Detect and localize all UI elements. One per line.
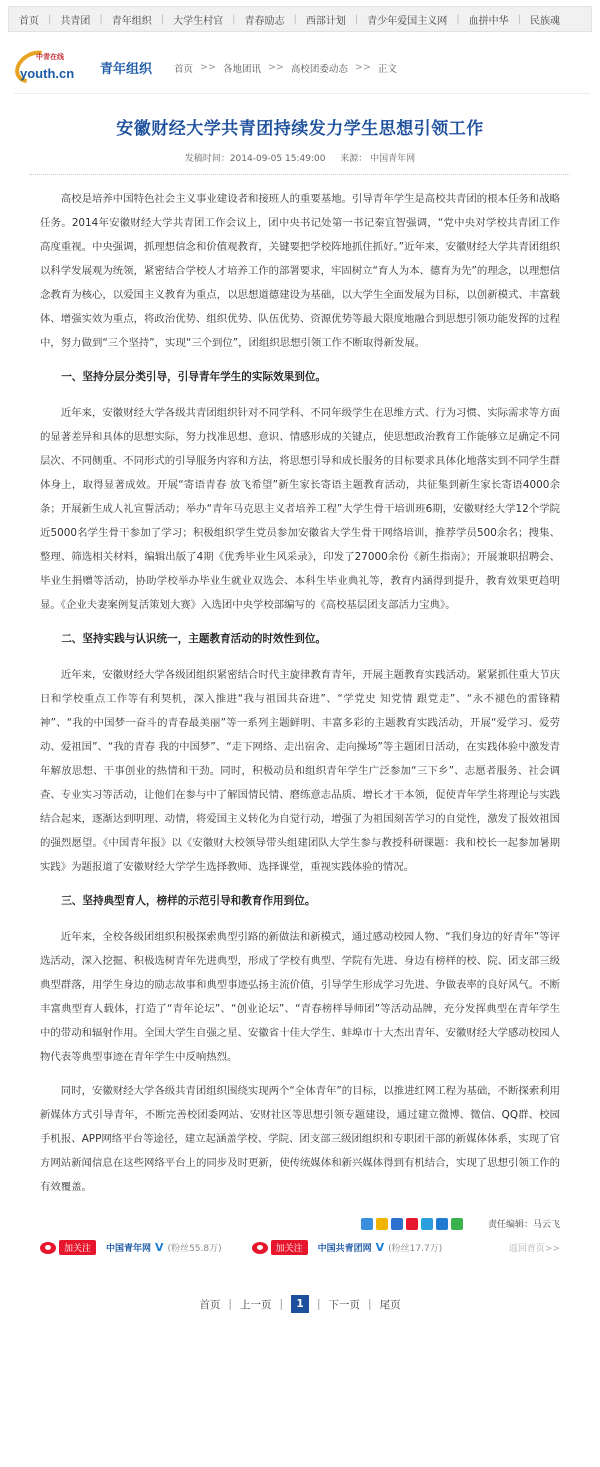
section-heading-2: 二、坚持实践与认识统一，主题教育活动的时效性到位。	[61, 633, 327, 645]
follow-button-1[interactable]: 加关注	[59, 1240, 96, 1255]
nav-item[interactable]: 大学生村官	[173, 15, 224, 27]
nav-separator: |	[99, 13, 103, 25]
section-name[interactable]: 青年组织	[100, 62, 153, 77]
page-current[interactable]: 1	[291, 1295, 309, 1313]
responsible-editor: 责任编辑：马云飞	[487, 1220, 560, 1230]
nav-separator: |	[517, 13, 521, 25]
nav-item[interactable]: 民族魂	[530, 15, 560, 27]
share-icons	[361, 1218, 463, 1230]
paragraph-closing: 同时，安徽财经大学各级共青团组织围绕实现两个“全体青年”的目标，以推进红网工程为基础，不断探索利用新媒体方式引导青年，不断完善校团委网站、安财社区等思想引领专题建设，通过建立微博、微信、QQ群、校园手机报、APP网络平台等途径，建立起涵盖学校、学院、团支部三级团组织和专职团干部的新媒体体系，实现了官方网站新闻信息在这些网络平台上的同步及时更新，使传统媒体和新兴媒体得到有机结合，实现了思想引领工作的有效覆盖。	[40, 1085, 560, 1193]
article-title: 安徽财经大学共青团持续发力学生思想引领工作	[116, 119, 484, 139]
pager-separator: |	[279, 1298, 283, 1310]
share-tencent-icon[interactable]	[421, 1218, 433, 1230]
pager-separator: |	[368, 1298, 372, 1310]
weibo-account-1[interactable]: 中国青年网	[106, 1244, 152, 1254]
breadcrumb-arrow-icon: >>	[200, 62, 216, 73]
share-weibo-icon[interactable]	[406, 1218, 418, 1230]
site-logo[interactable]	[14, 48, 96, 88]
pager-separator: |	[228, 1298, 232, 1310]
breadcrumb-item-campus[interactable]: 高校团委动态	[290, 63, 348, 75]
nav-item[interactable]: 青年组织	[111, 15, 152, 27]
share-bar	[40, 1217, 560, 1230]
nav-separator: |	[293, 13, 297, 25]
verified-icon: V	[375, 1241, 385, 1254]
breadcrumb-item-current: 正文	[377, 63, 397, 75]
article-meta	[0, 151, 600, 164]
verified-icon: V	[155, 1241, 164, 1254]
nav-item[interactable]: 血拼中华	[468, 15, 509, 27]
logo-word: youth.cn	[20, 65, 75, 81]
share-qzone-icon[interactable]	[361, 1218, 373, 1230]
nav-separator: |	[160, 13, 165, 25]
breadcrumb-item-news[interactable]: 各地团讯	[222, 63, 261, 75]
share-star-icon[interactable]	[376, 1218, 388, 1230]
nav-item[interactable]: 青少年爱国主义网	[367, 15, 448, 27]
page-first-link[interactable]: 首页	[199, 1298, 221, 1311]
follow-button-2[interactable]: 加关注	[271, 1240, 308, 1255]
paragraph-section-3: 近年来，全校各级团组织积极探索典型引路的新做法和新模式，通过感动校园人物、“我们身边的好青年”等评选活动，深入挖掘、积极选树青年先进典型，形成了学校有典型、学院有先进、身边有榜样的校、院、团支部三级典型群落，用学生身边的励志故事和典型事迹弘扬主流价值，引导学生形成学习先进、争做表率的良好风气。不断丰富典型育人载体，打造了“青年论坛”、“创业论坛”、“青春榜样导师团”等活动品牌，充分发挥典型在青年学生中的带动和辐射作用。全国大学生自强之星、安徽省十佳大学生、蚌埠市十大杰出青年、安徽财经大学感动校园人物代表等典型事迹在青年学生中反响热烈。	[40, 931, 560, 1063]
breadcrumb-arrow-icon: >>	[267, 62, 284, 73]
page-prev-link[interactable]: 上一页	[239, 1298, 272, 1311]
nav-separator: |	[456, 13, 460, 25]
publish-time: 发稿时间：2014-09-05 15:49:00	[184, 154, 326, 164]
pagination	[0, 1295, 600, 1313]
page-next-link[interactable]: 下一页	[328, 1298, 361, 1311]
nav-separator: |	[232, 13, 236, 25]
nav-separator: |	[48, 13, 52, 25]
section-heading-3: 三、坚持典型育人，榜样的示范引导和教育作用到位。	[61, 895, 316, 907]
article-body	[40, 187, 560, 1199]
share-wechat-icon[interactable]	[451, 1218, 463, 1230]
share-renren-icon[interactable]	[391, 1218, 403, 1230]
breadcrumb	[174, 61, 397, 75]
paragraph-intro: 高校是培养中国特色社会主义事业建设者和接班人的重要基地。引导青年学生是高校共青团的根本任务和战略任务。2014年安徽财经大学共青团工作会议上，团中央书记处第一书记秦宜智强调，“党中央对学校共青团工作高度重视。中央强调，抓理想信念和价值观教育，关键要把学校阵地抓住抓好。”近年来，安徽财经大学共青团组织以科学发展观为统领，紧密结合学校人才培养工作的部署要求，牢固树立“育人为本、德育为先”的理念，以理想信念教育为核心，以爱国主义教育为重点，以思想道德建设为基础，以大学生全面发展为目标，以创新模式、丰富载体、增强实效为重点，将政治优势、组织优势、队伍优势、资源优势等最大限度地融合到思想引领功能发挥的过程中，努力做到“三个坚持”，实现“三个到位”，团组织思想引领工作不断取得新发展。	[40, 193, 560, 349]
section-heading-1: 一、坚持分层分类引导，引导青年学生的实际效果到位。	[61, 371, 327, 383]
weibo-follow-row	[40, 1240, 560, 1255]
paragraph-section-1: 近年来，安徽财经大学各级共青团组织针对不同学科、不同年级学生在思维方式、行为习惯、实际需求等方面的显著差异和具体的思想实际，努力找准思想、意识、情感形成的关键点，使思想政治教育工作能够立足确定不同层次、不同侧重、不同形式的引导服务内容和方法，将思想引导和成长服务的目标要求具体化地落实到不同学生群体身上，取得显著成效。开展“寄语青春 放飞希望”新生家长寄语主题教育活动，共征集到新生家长寄语4000余条；开展新生成人礼宣誓活动；举办“青年马克思主义者培养工程”大学生骨干培训班6期，安徽财经大学12个学院近5000名学生骨干参加了学习；积极组织学生党员参加安徽省大学生骨干网络培训，推荐学员500余名；搜集、整理、筛选相关材料，编辑出版了4期《优秀毕业生风采录》，印发了27000余份《新生指南》；开展兼职招聘会、毕业生捐赠等活动，协助学校举办毕业生就业双选会、本科生毕业典礼等，教育内涵得到提升，教育效果更趋明显。《企业夫妻案例复活策划大赛》入选团中央学校部编写的《高校基层团支部活力宝典》。	[40, 407, 560, 611]
nav-separator: |	[354, 13, 359, 25]
weibo-account-2[interactable]: 中国共青团网	[317, 1244, 372, 1254]
pager-separator: |	[317, 1298, 321, 1310]
paragraph-section-2: 近年来，安徽财经大学各级团组织紧密结合时代主旋律教育青年，开展主题教育实践活动。紧紧抓住重大节庆日和学校重点工作等有利契机，深入推进“我与祖国共奋进”、“学党史 知党情 跟党走”、“永不褪色的雷锋精神”、“我的中国梦一奋斗的青春最美丽”等一系列主题鲜明、丰富多彩的主题教育实践活动，开展“爱学习、爱劳动、爱祖国”、“我的青春 我的中国梦”、“走下网络、走出宿舍、走向操场”等主题团日活动，在实践体验中激发青年解放思想、干事创业的热情和干劲。同时，积极动员和组织青年学生广泛参加“三下乡”、志愿者服务、社会调查、专业实习等活动，让他们在参与中了解国情民情、磨练意志品质、增长才干本领，促使青年学生将理论与实践结合起来，逐渐达到明理、动情，将爱国主义转化为自觉行动，增强了为祖国刻苦学习的自觉性，激发了报效祖国的强烈愿望。《中国青年报》以《安徽财大校领导带头组建团队大学生参与教授科研课题：我和校长一起参加暑期实践》为题报道了安徽财经大学学生选择教师、选择课堂，重视实践体验的情况。	[40, 669, 560, 873]
nav-item[interactable]: 青春励志	[244, 15, 285, 27]
nav-item[interactable]: 西部计划	[305, 15, 346, 27]
site-header	[14, 46, 590, 94]
nav-item[interactable]: 首页	[19, 15, 39, 27]
back-home-link[interactable]: 返回首页>>	[508, 1244, 560, 1254]
page-last-link[interactable]: 尾页	[379, 1298, 401, 1311]
nav-item[interactable]: 共青团	[60, 15, 91, 27]
article-source: 来源： 中国青年网	[340, 154, 416, 164]
weibo-icon	[40, 1242, 56, 1254]
logo-badge: 中青在线	[36, 52, 64, 61]
divider	[30, 174, 570, 175]
weibo-icon	[252, 1242, 268, 1254]
share-people-icon[interactable]	[436, 1218, 448, 1230]
top-navigation	[8, 6, 592, 32]
fans-count-1: (粉丝55.8万)	[167, 1244, 222, 1254]
fans-count-2: (粉丝17.7万)	[388, 1244, 443, 1254]
breadcrumb-arrow-icon: >>	[354, 62, 371, 73]
breadcrumb-item-home[interactable]: 首页	[174, 63, 194, 75]
